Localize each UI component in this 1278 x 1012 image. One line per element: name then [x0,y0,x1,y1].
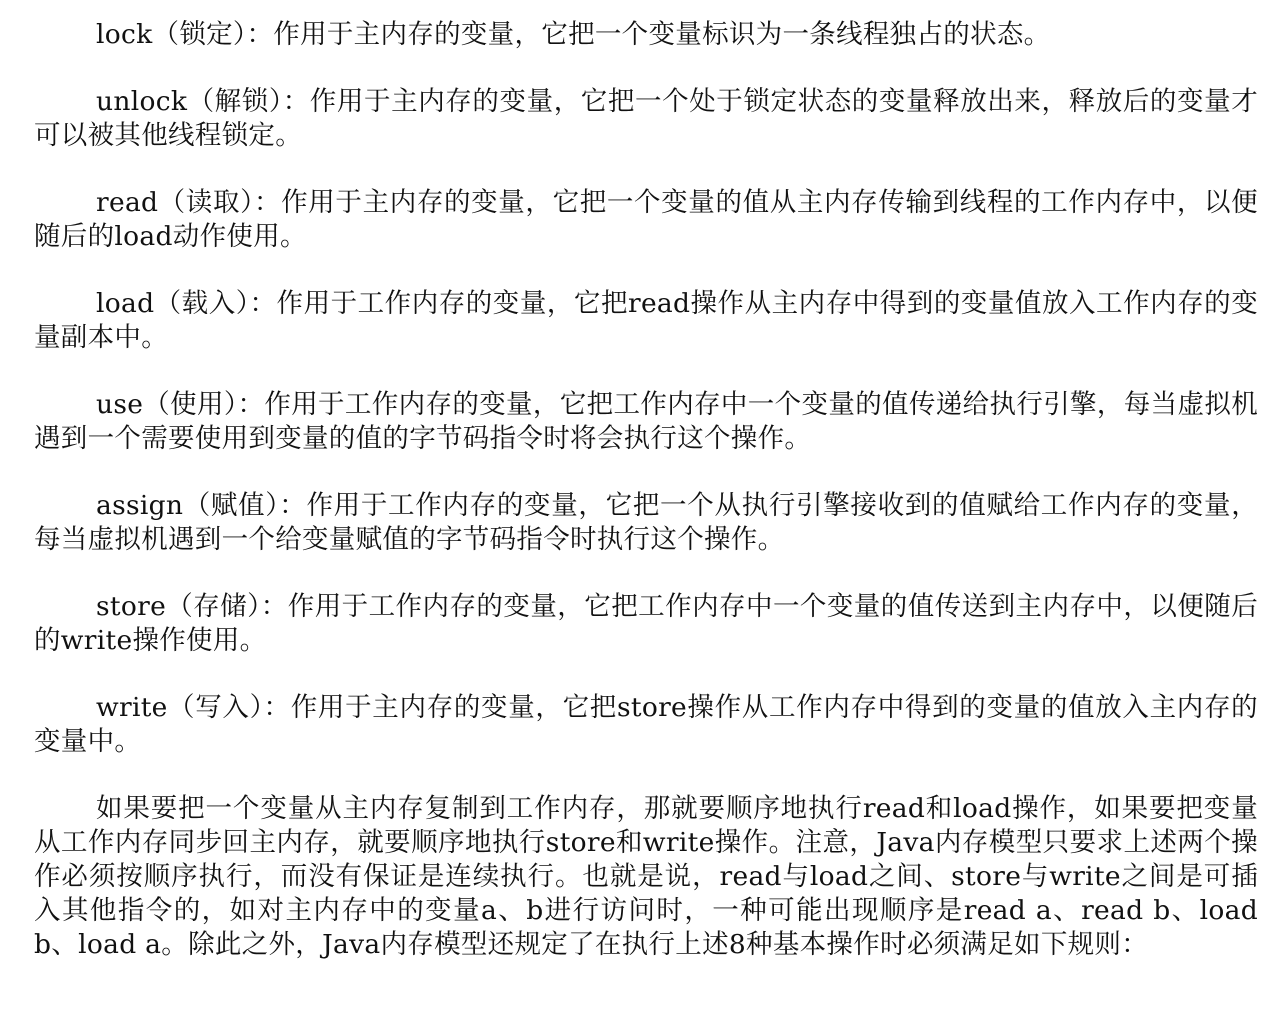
paragraph-assign: assign（赋值）：作用于工作内存的变量，它把一个从执行引擎接收到的值赋给工作内存的变量，每当虚拟机遇到一个给变量赋值的字节码指令时执行这个操作。 [34,490,1258,555]
paragraph-lock: lock（锁定）：作用于主内存的变量，它把一个变量标识为一条线程独占的状态。 [96,19,1051,50]
paragraph-read: read（读取）：作用于主内存的变量，它把一个变量的值从主内存传输到线程的工作内存中，以便随后的load动作使用。 [34,187,1258,252]
paragraph-load: load（载入）：作用于工作内存的变量，它把read操作从主内存中得到的变量值放入工作内存的变量副本中。 [34,288,1258,353]
paragraph-write: write（写入）：作用于主内存的变量，它把store操作从工作内存中得到的变量的值放入主内存的变量中。 [34,692,1258,757]
paragraph-store: store（存储）：作用于工作内存的变量，它把工作内存中一个变量的值传送到主内存中，以便随后的write操作使用。 [34,591,1258,656]
paragraph-summary: 如果要把一个变量从主内存复制到工作内存，那就要顺序地执行read和load操作，如果要把变量从工作内存同步回主内存，就要顺序地执行store和write操作。注意，Java内存模型只要求上述两个操作必须按顺序执行，而没有保证是连续执行。也就是说，read与load之间、store与write之间是可插入其他指令的，如对主内存中的变量a、b进行访问时，一种可能出现顺序是read a、read b、load b、load a。除此之外，Java内存模型还规定了在执行上述8种基本操作时必须满足如下规则： [34,793,1258,960]
document-body [34,18,1258,962]
paragraph-unlock: unlock（解锁）：作用于主内存的变量，它把一个处于锁定状态的变量释放出来，释放后的变量才可以被其他线程锁定。 [34,86,1258,151]
paragraph-use: use（使用）：作用于工作内存的变量，它把工作内存中一个变量的值传递给执行引擎，每当虚拟机遇到一个需要使用到变量的值的字节码指令时将会执行这个操作。 [34,389,1258,454]
